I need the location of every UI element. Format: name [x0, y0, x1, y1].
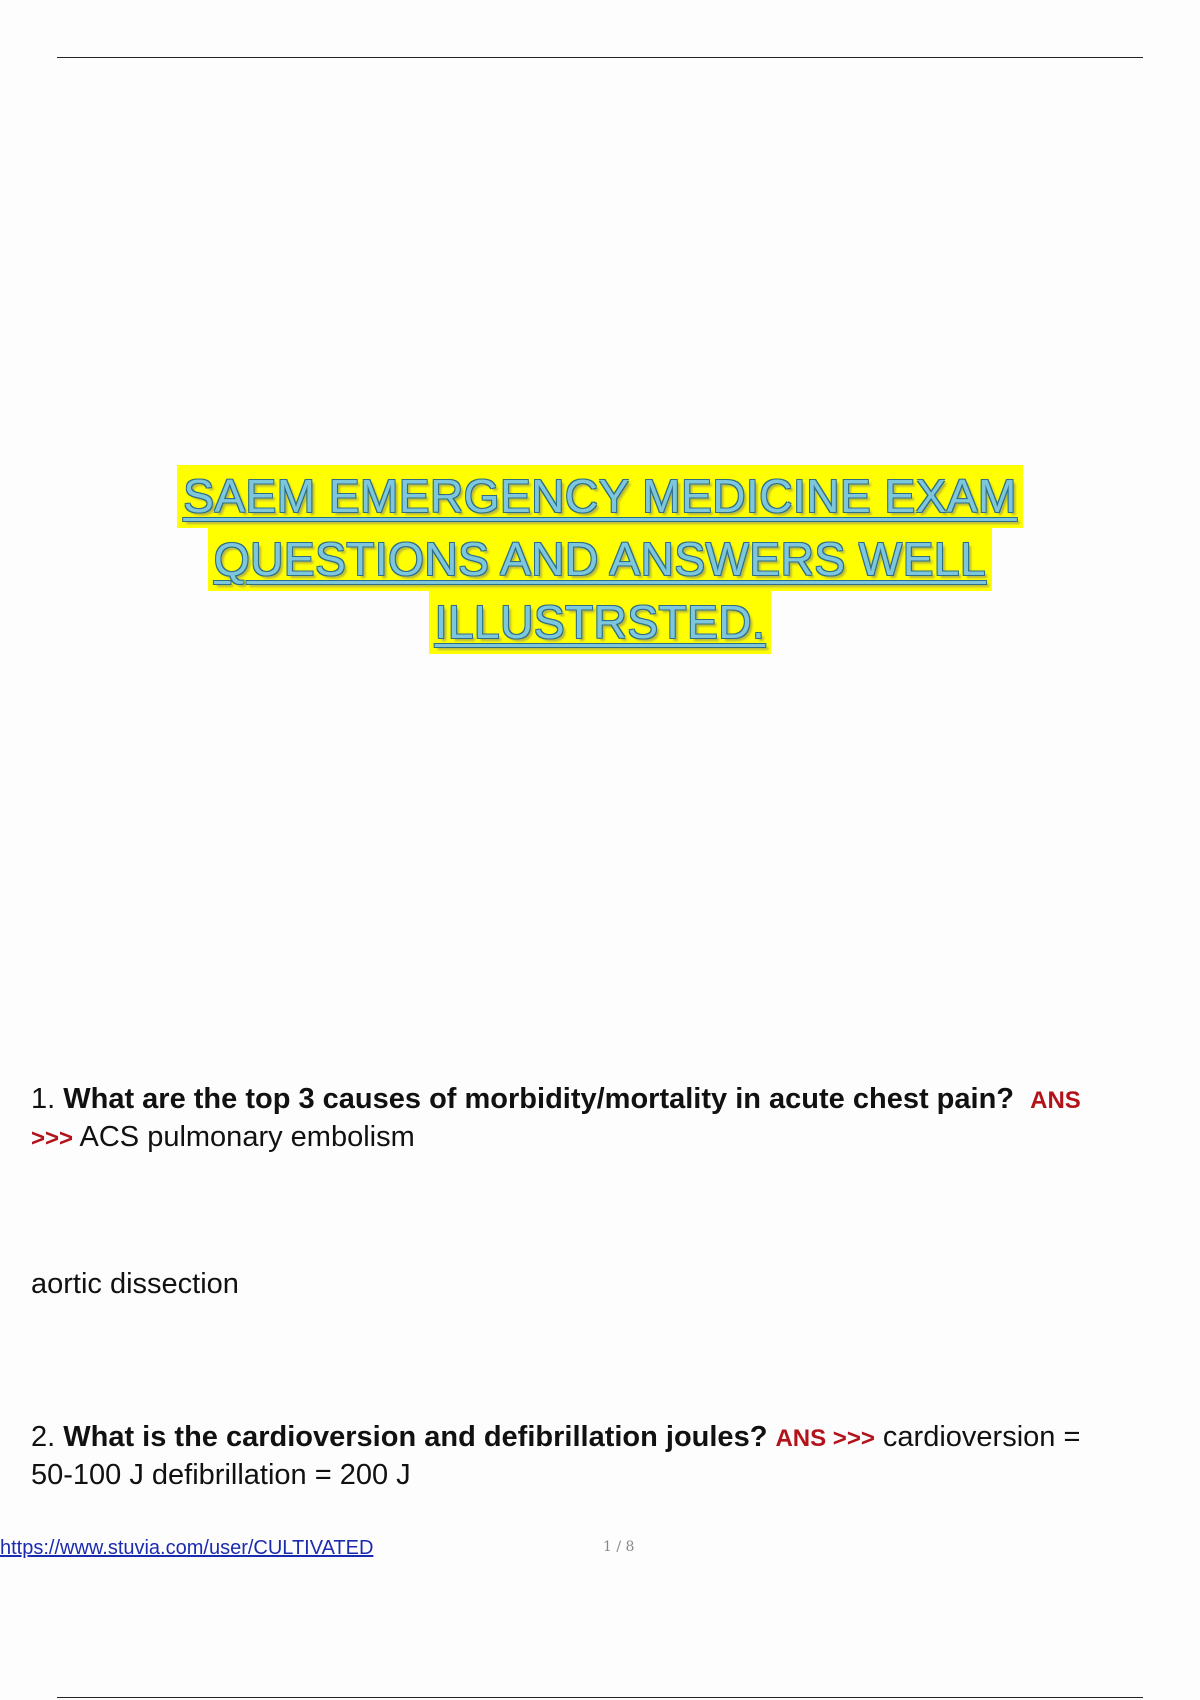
title-line-2: QUESTIONS AND ANSWERS WELL — [208, 528, 992, 591]
answer-text: cardioversion = — [882, 1421, 1081, 1453]
question-number: 1. — [31, 1083, 56, 1115]
ans-marker: ANS >>> — [775, 1425, 875, 1452]
question-number: 2. — [31, 1421, 56, 1453]
bottom-rule — [57, 1697, 1143, 1698]
answer-text: ACS pulmonary embolism — [79, 1121, 415, 1153]
document-title — [0, 465, 1200, 654]
title-line-3: ILLUSTRSTED. — [429, 591, 772, 654]
question-1 — [31, 1081, 1191, 1157]
ans-marker: ANS — [1030, 1087, 1081, 1114]
title-line-1: SAEM EMERGENCY MEDICINE EXAM — [177, 465, 1023, 528]
question-text: What are the top 3 causes of morbidity/mortality in acute chest pain? — [63, 1083, 1014, 1115]
top-rule — [57, 57, 1143, 58]
footer-link[interactable]: https://www.stuvia.com/user/CULTIVATED — [0, 1537, 374, 1559]
answer-text-continued: 50-100 J defibrillation = 200 J — [31, 1459, 411, 1491]
answer-1-continued: aortic dissection — [31, 1268, 239, 1300]
question-text: What is the cardioversion and defibrillation joules? — [63, 1421, 768, 1453]
page-number: 1 / 8 — [603, 1539, 635, 1555]
question-2 — [31, 1419, 1191, 1493]
ans-marker-arrows: >>> — [31, 1125, 74, 1152]
